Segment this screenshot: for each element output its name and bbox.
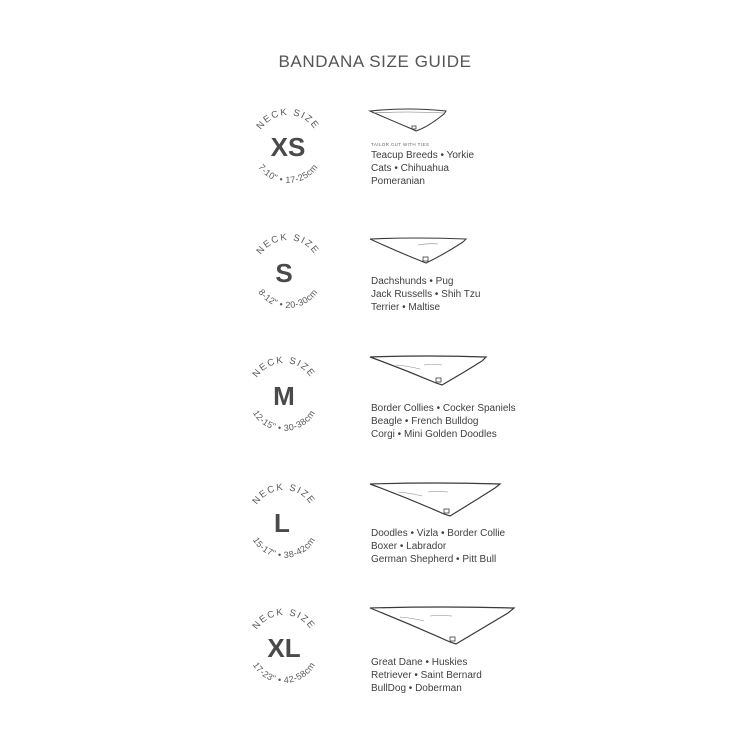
- breed-info: [371, 275, 480, 314]
- breed-line: Doodles • Vizla • Border Collie: [371, 528, 506, 539]
- bandana-illustration-xs: [368, 105, 448, 140]
- size-row-m: [0, 333, 750, 443]
- neck-size-label: NECK SIZE: [250, 481, 318, 507]
- breed-line: BullDog • Doberman: [371, 683, 462, 694]
- neck-size-badge: [228, 85, 348, 205]
- tailor-note: TAILOR CUT WITH TIES: [371, 142, 430, 147]
- neck-size-label: NECK SIZE: [250, 354, 318, 380]
- bandana-illustration-s: [368, 235, 468, 280]
- breed-info: [371, 142, 474, 188]
- breed-line: Border Collies • Cocker Spaniels: [371, 403, 516, 414]
- size-code: XL: [267, 633, 301, 663]
- size-row-l: [0, 460, 750, 570]
- bandana-illustration-m: [368, 353, 488, 403]
- breed-line: Boxer • Labrador: [371, 541, 447, 552]
- neck-size-badge: [224, 460, 344, 580]
- neck-size-label: NECK SIZE: [250, 606, 318, 632]
- breed-line: Great Dane • Huskies: [371, 657, 468, 668]
- breed-line: Retriever • Saint Bernard: [371, 670, 482, 681]
- size-range: 12-15" • 30-38cm: [250, 408, 318, 434]
- breed-info: [371, 402, 516, 441]
- size-row-s: [0, 210, 750, 320]
- breed-line: German Shepherd • Pitt Bull: [371, 554, 497, 565]
- neck-size-badge: [224, 333, 344, 453]
- size-range: 8-12" • 20-30cm: [256, 287, 320, 311]
- breed-line: Terrier • Maltise: [371, 302, 441, 313]
- size-row-xs: [0, 85, 750, 195]
- neck-size-label: NECK SIZE: [254, 106, 322, 132]
- breed-line: Jack Russells • Shih Tzu: [371, 289, 481, 300]
- breed-line: Cats • Chihuahua: [371, 163, 449, 174]
- bandana-illustration-xl: [368, 604, 518, 664]
- size-row-xl: [0, 585, 750, 695]
- size-range: 7-10" • 17-25cm: [256, 162, 320, 186]
- breed-line: Beagle • French Bulldog: [371, 416, 479, 427]
- breed-info: [371, 527, 505, 566]
- breed-line: Corgi • Mini Golden Doodles: [371, 429, 497, 440]
- breed-line: Dachshunds • Pug: [371, 276, 454, 287]
- breed-info: [371, 656, 482, 695]
- size-code: S: [275, 258, 293, 288]
- neck-size-label: NECK SIZE: [254, 231, 322, 257]
- size-range: 17-23" • 42-58cm: [250, 660, 318, 686]
- size-code: XS: [270, 132, 306, 162]
- size-range: 15-17" • 38-42cm: [250, 535, 318, 561]
- neck-size-badge: [224, 585, 344, 705]
- breed-line: Teacup Breeds • Yorkie: [371, 150, 475, 161]
- size-code: L: [274, 508, 290, 538]
- size-code: M: [273, 381, 295, 411]
- neck-size-badge: [228, 210, 348, 330]
- breed-line: Pomeranian: [371, 176, 425, 187]
- page-title: BANDANA SIZE GUIDE: [278, 52, 472, 71]
